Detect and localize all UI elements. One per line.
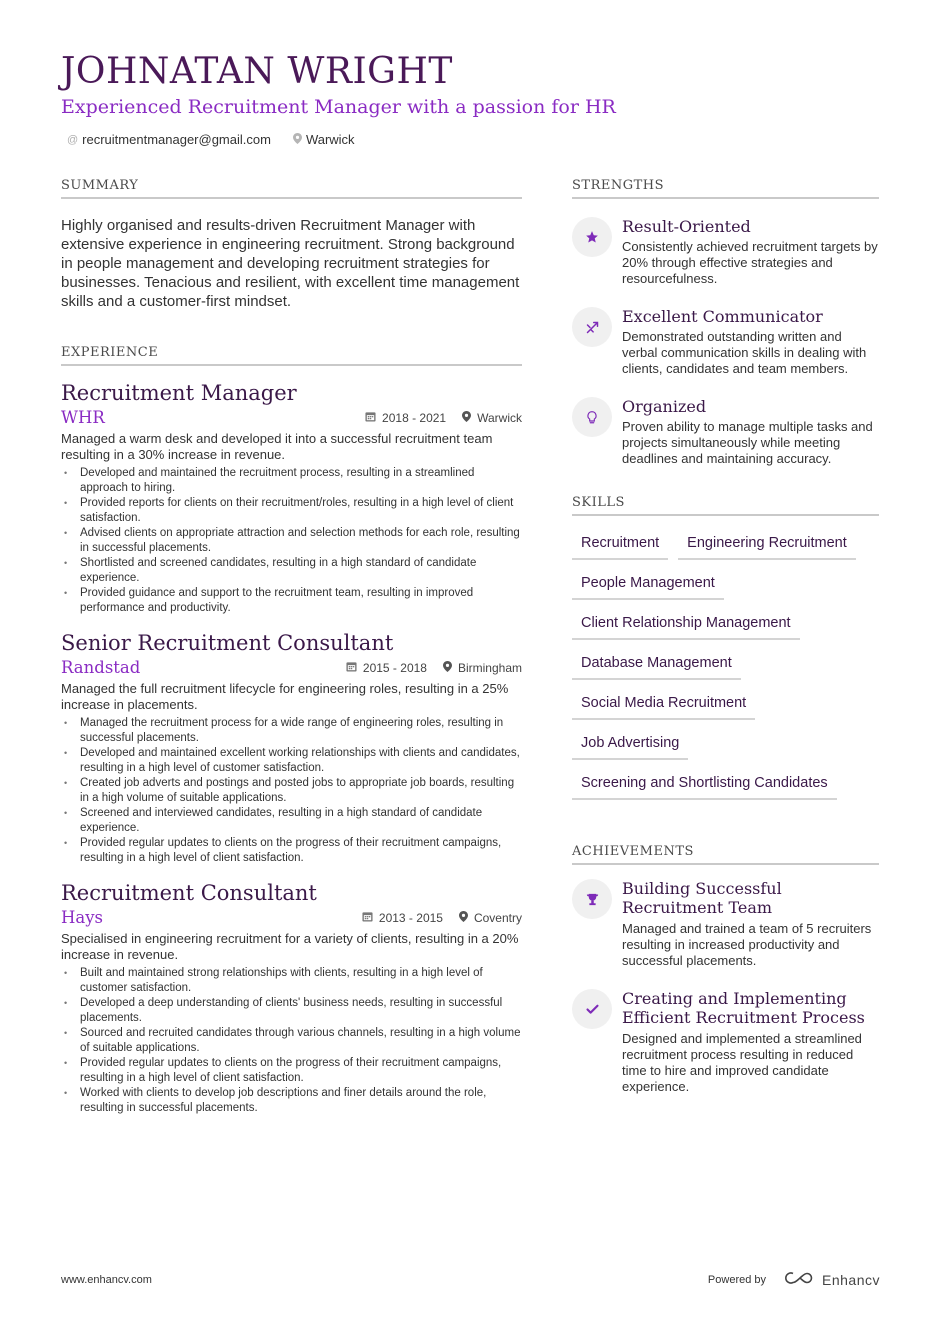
job-meta	[61, 407, 522, 429]
job-bullet: • Built and maintained strong relationships with clients, resulting in a high level of customer satisfaction.	[61, 966, 522, 996]
job-bullet: • Sourced and recruited candidates through various channels, resulting in a high volume of suitable applications.	[61, 1026, 522, 1056]
achievement-description: Designed and implemented a streamlined recruitment process resulting in reduced time to hire and improved candidate experience.	[622, 1031, 862, 1094]
job-dates-text: 2015 - 2018	[362, 661, 427, 675]
job-meta-details	[346, 661, 522, 675]
skill-tag: Screening and Shortlisting Candidates	[572, 766, 837, 800]
skill-tag: Social Media Recruitment	[572, 686, 755, 720]
strength-body	[622, 307, 879, 377]
calendar-icon	[346, 661, 357, 675]
email-text: recruitmentmanager@gmail.com	[82, 132, 271, 147]
job-dates	[362, 911, 443, 925]
company-name: WHR	[61, 408, 105, 427]
job-bullet: • Provided guidance and support to the recruitment team, resulting in improved performance and productivity.	[61, 586, 522, 616]
job-description: Managed the full recruitment lifecycle for engineering roles, resulting in a 25% increase in placements.	[61, 681, 509, 712]
lightbulb-icon	[572, 397, 612, 437]
candidate-title: Experienced Recruitment Manager with a passion for HR	[61, 96, 616, 118]
location-pin-icon	[293, 133, 302, 147]
strength-title: Organized	[622, 397, 707, 416]
strength-description: Proven ability to manage multiple tasks and projects simultaneously while meeting deadlines and maintaining accuracy.	[622, 419, 873, 466]
at-icon: @	[67, 133, 79, 146]
strength-list	[572, 217, 879, 467]
location-pin-icon	[462, 411, 471, 425]
communication-icon	[572, 307, 612, 347]
skill-tag: Database Management	[572, 646, 741, 680]
strength-item	[572, 217, 879, 287]
location-pin-icon	[459, 911, 468, 925]
job-dates-text: 2018 - 2021	[382, 411, 447, 425]
job-dates-text: 2013 - 2015	[378, 911, 443, 925]
achievement-item	[572, 989, 879, 1095]
job-meta	[61, 907, 522, 929]
job-meta-details	[362, 911, 522, 925]
job-entry	[61, 630, 522, 866]
job-entry	[61, 380, 522, 616]
job-location	[462, 411, 522, 425]
experience-section	[61, 345, 522, 1116]
location-pin-icon	[443, 661, 452, 675]
job-title: Recruitment Consultant	[61, 881, 317, 905]
job-bullet: • Shortlisted and screened candidates, resulting in a high standard of candidate experience.	[61, 556, 522, 586]
achievement-title: Building Successful Recruitment Team	[622, 879, 782, 917]
job-bullet: • Managed the recruitment process for a wide range of engineering roles, resulting in successful placements.	[61, 716, 522, 746]
job-location-text: Coventry	[473, 911, 522, 925]
skill-tag: Recruitment	[572, 526, 668, 560]
right-column	[572, 178, 879, 1095]
calendar-icon	[362, 911, 373, 925]
summary-text: Highly organised and results-driven Recruitment Manager with extensive experience in engineering recruitment. Strong background in people management and developing recruitment strategies for businesses. Tenacious and resilient, with excellent time management skills and a customer-first mindset.	[61, 217, 520, 310]
job-location-text: Birmingham	[457, 661, 522, 675]
trophy-icon	[572, 879, 612, 919]
brand-logo[interactable]	[784, 1270, 880, 1289]
brand-name: Enhancv	[822, 1271, 880, 1288]
achievement-list	[572, 879, 879, 1095]
email-contact[interactable]	[67, 132, 271, 147]
job-description: Managed a warm desk and developed it into a successful recruitment team resulting in a 30% increase in revenue.	[61, 431, 493, 462]
powered-by-label: Powered by	[707, 1273, 767, 1286]
achievement-body	[622, 879, 879, 969]
strength-body	[622, 217, 879, 287]
achievement-body	[622, 989, 879, 1095]
calendar-icon	[365, 411, 376, 425]
resume-header	[61, 52, 881, 147]
job-bullet: • Developed and maintained the recruitment process, resulting in a streamlined approach to hiring.	[61, 466, 522, 496]
left-column	[61, 178, 522, 1116]
job-dates	[365, 411, 446, 425]
skills-heading: SKILLS	[572, 495, 879, 516]
strengths-section	[572, 178, 879, 467]
achievements-section	[572, 844, 879, 1095]
skill-tag: Client Relationship Management	[572, 606, 800, 640]
company-name: Hays	[61, 908, 104, 927]
job-entry	[61, 880, 522, 1116]
job-dates	[346, 661, 427, 675]
job-list	[61, 380, 522, 1116]
job-bullet: • Provided regular updates to clients on the progress of their recruitment campaigns, resulting in a high level of client satisfaction.	[61, 836, 522, 866]
skill-tag: Engineering Recruitment	[678, 526, 856, 560]
summary-section	[61, 178, 522, 311]
skill-tag: People Management	[572, 566, 724, 600]
achievement-item	[572, 879, 879, 969]
job-title: Recruitment Manager	[61, 381, 297, 405]
job-bullet: • Worked with clients to develop job descriptions and finer details around the role, resulting in successful placements.	[61, 1086, 522, 1116]
strength-body	[622, 397, 879, 467]
job-bullet-list	[61, 716, 522, 866]
job-meta-details	[365, 411, 522, 425]
strength-item	[572, 307, 879, 377]
enhancv-logo-icon	[784, 1270, 816, 1289]
job-bullet-list	[61, 466, 522, 616]
strength-title: Excellent Communicator	[622, 307, 823, 326]
job-bullet: • Provided reports for clients on their recruitment/roles, resulting in a high level of client satisfaction.	[61, 496, 522, 526]
job-bullet: • Created job adverts and postings and posted jobs to appropriate job boards, resulting in a high volume of suitable applications.	[61, 776, 522, 806]
experience-heading: EXPERIENCE	[61, 345, 522, 366]
strength-description: Demonstrated outstanding written and verbal communication skills in dealing with clients, candidates and team members.	[622, 329, 867, 376]
achievement-title: Creating and Implementing Efficient Recruitment Process	[622, 989, 865, 1027]
powered-by	[708, 1270, 880, 1289]
job-bullet: • Developed and maintained excellent working relationships with clients and candidates, resulting in a high level of customer satisfaction.	[61, 746, 522, 776]
job-bullet: • Developed a deep understanding of clients' business needs, resulting in successful placements.	[61, 996, 522, 1026]
job-location	[443, 661, 522, 675]
achievements-heading: ACHIEVEMENTS	[572, 844, 879, 865]
job-bullet-list	[61, 966, 522, 1116]
summary-heading: SUMMARY	[61, 178, 522, 199]
star-icon	[572, 217, 612, 257]
job-bullet: • Advised clients on appropriate attraction and selection methods for each role, resulting in successful placements.	[61, 526, 522, 556]
strengths-heading: STRENGTHS	[572, 178, 879, 199]
company-name: Randstad	[61, 658, 141, 677]
achievement-description: Managed and trained a team of 5 recruiters resulting in increased productivity and successful placements.	[622, 921, 872, 968]
skill-list	[572, 526, 879, 806]
skill-tag: Job Advertising	[572, 726, 688, 760]
skills-section	[572, 495, 879, 806]
page-footer	[61, 1270, 880, 1289]
job-bullet: • Provided regular updates to clients on the progress of their recruitment campaigns, resulting in a high level of client satisfaction.	[61, 1056, 522, 1086]
job-location	[459, 911, 522, 925]
strength-title: Result-Oriented	[622, 217, 751, 236]
strength-description: Consistently achieved recruitment targets by 20% through effective strategies and resourcefulness.	[622, 239, 878, 286]
contact-info	[67, 132, 881, 147]
candidate-name: JOHNATAN WRIGHT	[61, 51, 453, 92]
strength-item	[572, 397, 879, 467]
website-link[interactable]: www.enhancv.com	[61, 1273, 152, 1286]
location-text: Warwick	[305, 132, 355, 147]
job-description: Specialised in engineering recruitment for a variety of clients, resulting in a 20% increase in revenue.	[61, 931, 519, 962]
location-contact	[293, 132, 355, 147]
job-bullet: • Screened and interviewed candidates, resulting in a high standard of candidate experience.	[61, 806, 522, 836]
job-title: Senior Recruitment Consultant	[61, 631, 394, 655]
job-location-text: Warwick	[477, 411, 522, 425]
job-meta	[61, 657, 522, 679]
checkmark-icon	[572, 989, 612, 1029]
